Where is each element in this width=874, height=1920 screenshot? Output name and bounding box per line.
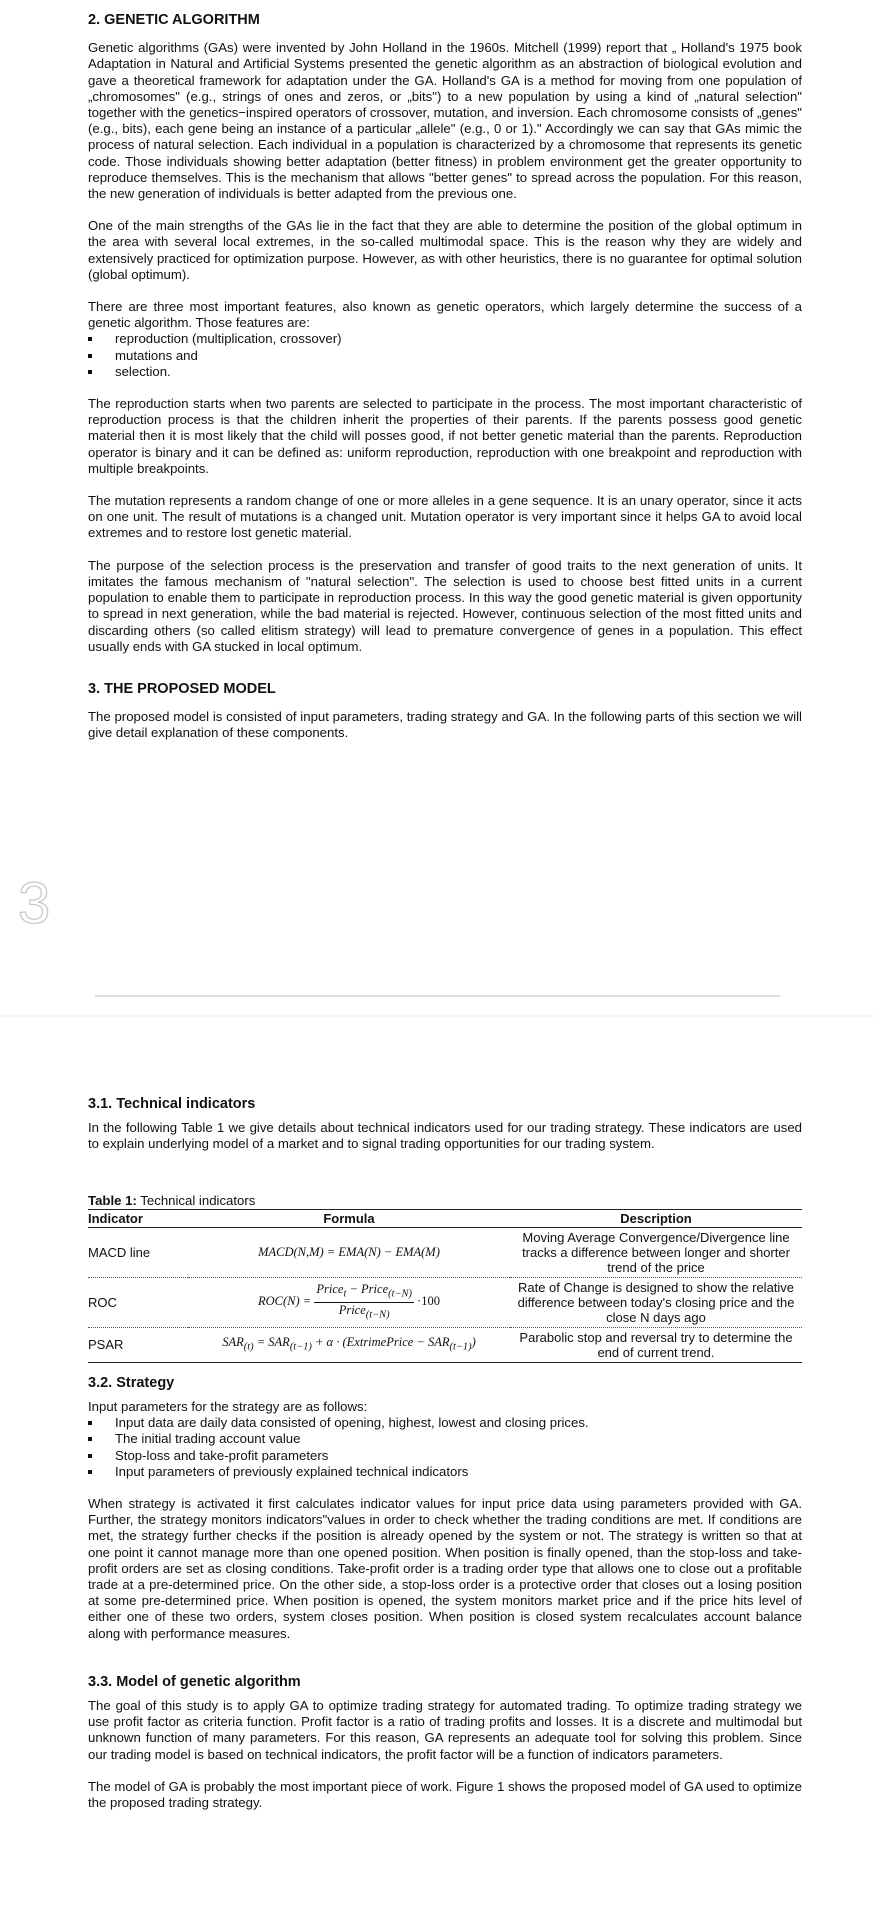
roc-fraction: $\frac{Price_t - Price_{(t-N)}}{Price_{(t-N)}}$	[316, 1282, 412, 1321]
section-3-1-title: 3.1. Technical indicators	[88, 1096, 256, 1112]
bullet-icon	[88, 354, 92, 358]
header-formula: Formula	[188, 1209, 510, 1227]
list-item: selection.	[88, 364, 802, 380]
bullet-icon	[88, 370, 92, 374]
bullet-icon	[88, 1421, 92, 1425]
technical-indicators-table	[88, 1209, 802, 1363]
table-header-row	[88, 1209, 802, 1227]
page-separator	[0, 990, 874, 1020]
paragraph: The goal of this study is to apply GA to optimize trading strategy for automated trading. To optimize trading strategy we use profit factor as criteria function. Profit factor is a ratio of trading profits and losses. It is a discrete and multimodal but unknown function of many parameters. For this reason, GA represents an adequate tool for solving this problem. Since our trading model is based on technical indicators, the profit factor will be a function of indicators parameters.	[88, 1698, 802, 1762]
input-parameters-list	[88, 1415, 802, 1480]
bullet-icon	[88, 1470, 92, 1474]
paragraph: There are three most important features, also known as genetic operators, which largely determine the success of a genetic algorithm. Those features are:	[88, 299, 802, 331]
bullet-icon	[88, 1454, 92, 1458]
list-item: Input parameters of previously explained technical indicators	[88, 1464, 802, 1480]
header-description: Description	[510, 1209, 802, 1227]
psar-formula: $SAR_{(t)} = SAR_{(t-1)} + \alpha$ · (ExtrimePrice − $SAR_{(t-1)}$)	[188, 1327, 510, 1362]
paragraph: The proposed model is consisted of input parameters, trading strategy and GA. In the following parts of this section we will give detail explanation of these components.	[88, 709, 802, 741]
table-caption	[88, 1193, 802, 1209]
page-number: 3	[18, 871, 51, 936]
paragraph: Genetic algorithms (GAs) were invented by John Holland in the 1960s. Mitchell (1999) report that „ Holland's 1975 book Adaptation in Natural and Artificial Systems presented the genetic algorithm as an abstraction of biological evolution and gave a theoretical framework for adaptation under the GA. Holland's GA is a method for moving from one population of „chromosomes" (e.g., strings of ones and zeros, or „bits") to a new population by using a kind of „natural selection" together with the genetics−inspired operators of crossover, mutation, and inversion. Each chromosome consists of „genes" (e.g., bits), each gene being an instance of a particular „allele" (e.g., 0 or 1)." Accordingly we can say that GAs mimic the process of natural selection. Each individual in a population is characterized by a chromosome that represents its genetic code. Those individuals showing better adaptation (better fitness) in problem environment get the greater opportunity to reproduce themselves. This is the mechanism that allows "better genes" to spread across the population. For this reason, the new generation of individuals is better adapted from the previous one.	[88, 40, 802, 202]
paragraph: The mutation represents a random change of one or more alleles in a gene sequence. It is an unary operator, since it acts on one unit. The result of mutations is a changed unit. Mutation operator is very important since it helps GA to avoid local extremes and to restore lost genetic material.	[88, 493, 802, 541]
page-1	[88, 12, 802, 758]
list-item: The initial trading account value	[88, 1431, 802, 1447]
indicator-description: Parabolic stop and reversal try to determine the end of current trend.	[510, 1327, 802, 1362]
indicator-name: MACD line	[88, 1227, 188, 1277]
header-indicator: Indicator	[88, 1209, 188, 1227]
table-caption-label: Table 1:	[88, 1192, 137, 1208]
section-2-title: 2. GENETIC ALGORITHM	[88, 12, 260, 28]
paragraph: The model of GA is probably the most important piece of work. Figure 1 shows the proposed model of GA used to optimize the proposed trading strategy.	[88, 1778, 802, 1811]
list-item: mutations and	[88, 348, 802, 364]
paragraph: One of the main strengths of the GAs lie in the fact that they are able to determine the position of the global optimum in the area with several local extremes, in the so-called multimodal space. This is the reason why they are widely and extensively practiced for optimization purpose. However, as with other heuristics, there is no guarantee for optimal solution (global optimum).	[88, 218, 802, 282]
paragraph: The reproduction starts when two parents are selected to participate in the process. The most important characteristic of reproduction process is that the children inherit the properties of their parents. If the parents possess good genetic material then it is most likely that the child will posses good, if not better genetic material than the parents. Reproduction operator is binary and it can be defined as: uniform reproduction, reproduction with one breakpoint and reproduction with multiple breakpoints.	[88, 396, 802, 476]
bullet-icon	[88, 1437, 92, 1441]
genetic-operators-list	[88, 331, 802, 380]
list-item: Input data are daily data consisted of opening, highest, lowest and closing prices.	[88, 1415, 802, 1431]
table-row	[88, 1227, 802, 1277]
indicator-description: Rate of Change is designed to show the relative difference between today's closing price and the close N days ago	[510, 1277, 802, 1327]
paragraph: The purpose of the selection process is the preservation and transfer of good traits to the next generation of units. It imitates the famous mechanism of "natural selection". The selection is used to choose best fitted units in a current population to enable them to participate in reproduction process. In this way the good genetic material is given opportunity to spread in next generation, while the bad material is rejected. However, continuous selection of the most fitted units and discarding others (so called elitism strategy) will lead to premature convergence of genes in a population. This effect usually ends with GA stucked in local optimum.	[88, 557, 802, 654]
roc-formula: ROC(N) = $\frac{Price_t - Price_{(t-N)}}{Price_{(t-N)}}$ ·100	[188, 1277, 510, 1327]
section-3-3-title: 3.3. Model of genetic algorithm	[88, 1673, 301, 1690]
paragraph: When strategy is activated it first calculates indicator values for input price data using parameters provided with GA. Further, the strategy monitors indicators"values in order to check whether the trading conditions are met. If conditions are met, the strategy further checks if the position is already opened by the system or not. The strategy is written so that at one point it cannot manage more than one opened position. When position is finally opened, than the stop-loss and take-profit orders are set as closing conditions. Take-profit order is a trading order type that allows one to close out a profitable trade at a pre-determined price. On the other side, a stop-loss order is a protective order that closes out a losing position at some pre-determined price. When position is opened, the system monitors market price and if the price hits level of either one of these two orders, system closes position. When position is closed system recalculates account balance along with performance measures.	[88, 1496, 802, 1641]
paragraph: In the following Table 1 we give details about technical indicators used for our trading strategy. These indicators are used to explain underlying model of a market and to signal trading opportunities for our trading system.	[88, 1120, 802, 1152]
indicator-name: ROC	[88, 1277, 188, 1327]
list-item: reproduction (multiplication, crossover)	[88, 331, 802, 347]
list-item: Stop-loss and take-profit parameters	[88, 1448, 802, 1464]
section-3-2-title: 3.2. Strategy	[88, 1374, 175, 1391]
indicator-description: Moving Average Convergence/Divergence line tracks a difference between longer and shorter trend of the price	[510, 1227, 802, 1277]
table-row	[88, 1277, 802, 1327]
paragraph: Input parameters for the strategy are as follows:	[88, 1399, 368, 1415]
table-row	[88, 1327, 802, 1362]
indicator-name: PSAR	[88, 1327, 188, 1362]
page-2	[88, 1096, 802, 1827]
table-caption-text: Technical indicators	[140, 1192, 256, 1208]
section-3-title: 3. THE PROPOSED MODEL	[88, 680, 276, 697]
macd-formula: MACD(N,M) = EMA(N) − EMA(M)	[188, 1227, 510, 1277]
bullet-icon	[88, 337, 92, 341]
